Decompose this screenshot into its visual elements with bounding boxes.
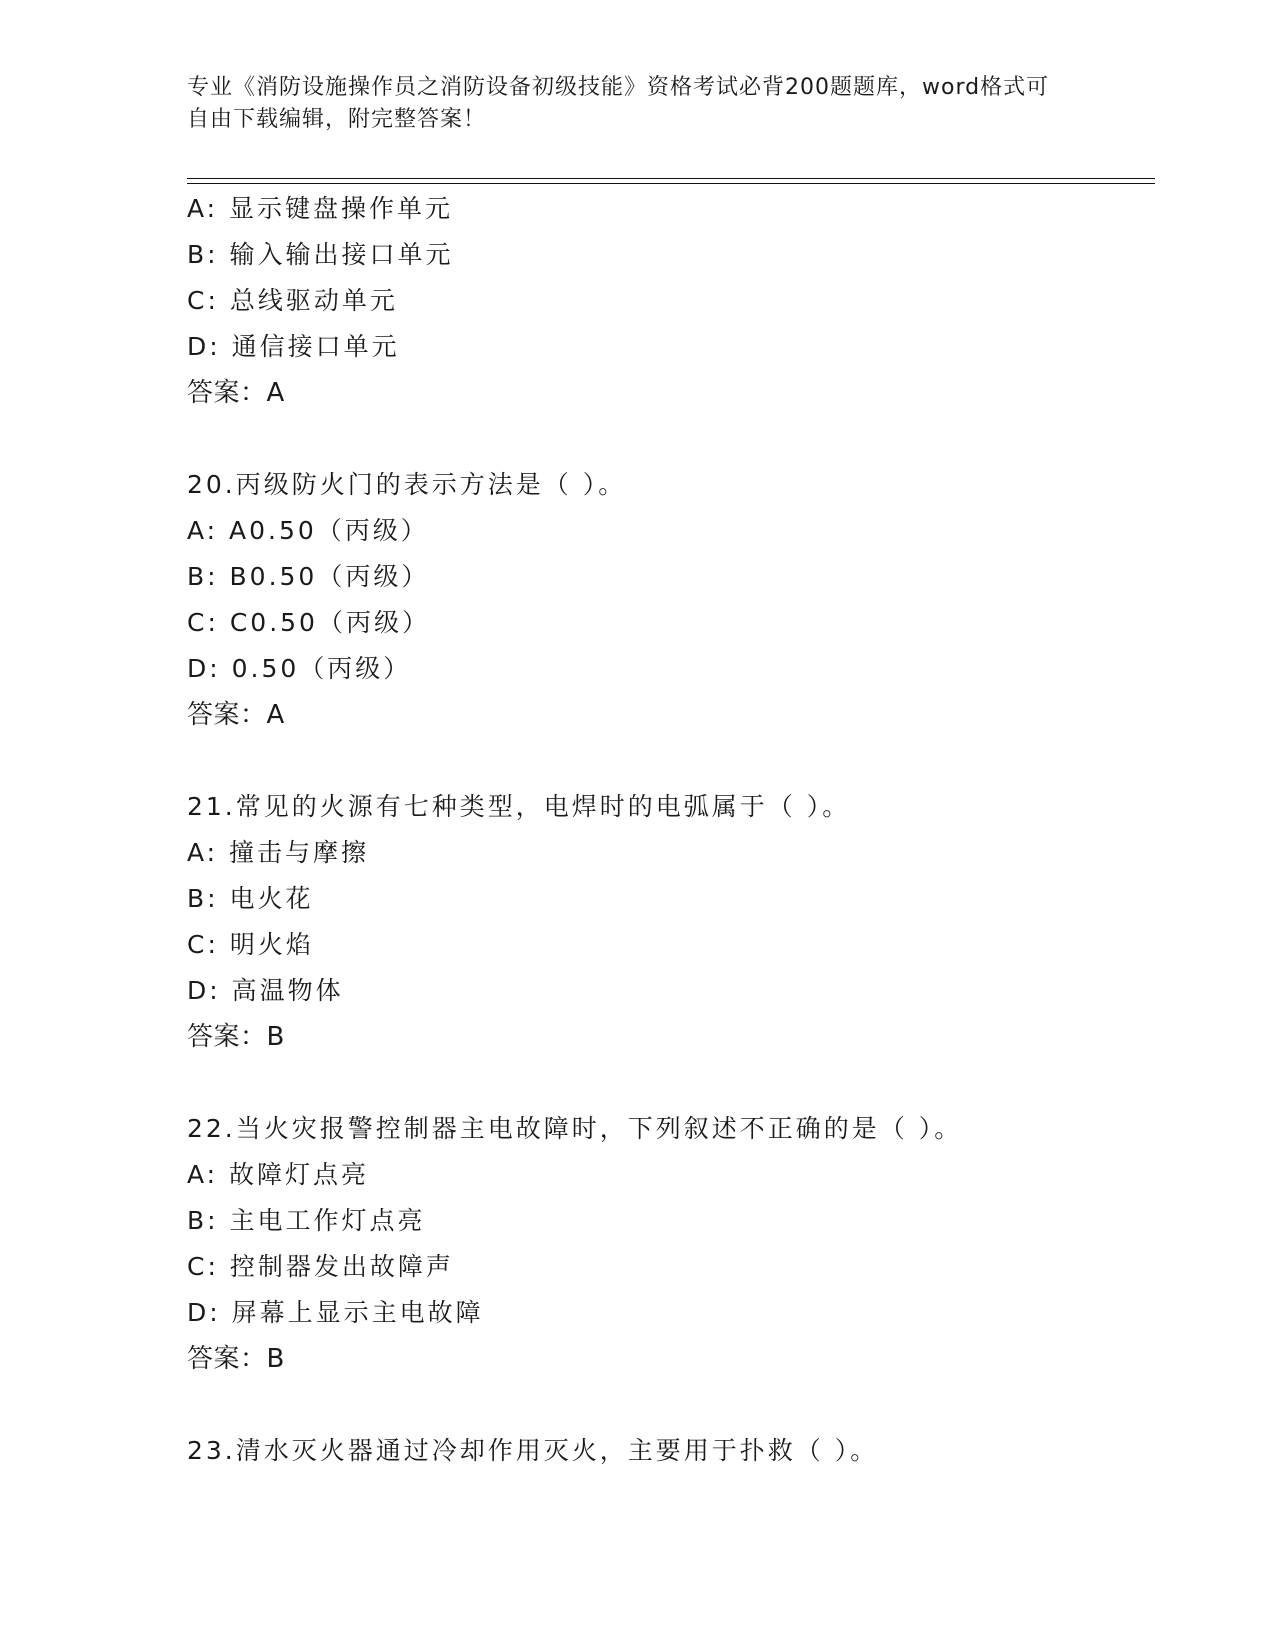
header-rule-bottom <box>187 183 1155 184</box>
question-20 <box>187 462 1155 738</box>
option-c: C: 控制器发出故障声 <box>187 1252 454 1281</box>
option-c: C: C0.50（丙级） <box>187 608 430 637</box>
document-header: 专业《消防设施操作员之消防设备初级技能》资格考试必背200题题库，word格式可自由下载编辑，附完整答案！ <box>187 75 1050 132</box>
question-list <box>187 186 1155 1474</box>
answer: 答案：A <box>187 378 285 408</box>
spacer <box>187 738 1155 784</box>
option-a: A: 故障灯点亮 <box>187 1160 370 1189</box>
spacer <box>187 1382 1155 1428</box>
option-b: B: 电火花 <box>187 884 314 913</box>
question-22 <box>187 1106 1155 1382</box>
option-d: D: 高温物体 <box>187 976 344 1005</box>
option-c: C: 明火焰 <box>187 930 314 959</box>
question-stem: 20.丙级防火门的表示方法是（ ）。 <box>187 470 627 499</box>
question-stem: 22.当火灾报警控制器主电故障时，下列叙述不正确的是（ ）。 <box>187 1114 963 1143</box>
question-stem: 23.清水灭火器通过冷却作用灭火，主要用于扑救（ ）。 <box>187 1436 879 1465</box>
option-b: B: 主电工作灯点亮 <box>187 1206 426 1235</box>
option-a: A: A0.50（丙级） <box>187 516 429 545</box>
option-d: D: 0.50（丙级） <box>187 654 412 683</box>
question-19-continuation <box>187 186 1155 416</box>
answer: 答案：B <box>187 1022 285 1052</box>
option-c: C: 总线驱动单元 <box>187 286 398 315</box>
spacer <box>187 1060 1155 1106</box>
option-b: B: B0.50（丙级） <box>187 562 430 591</box>
option-d: D: 通信接口单元 <box>187 332 400 361</box>
answer: 答案：A <box>187 700 285 730</box>
header-rule-top <box>187 178 1155 179</box>
option-a: A: 显示键盘操作单元 <box>187 194 454 223</box>
option-a: A: 撞击与摩擦 <box>187 838 370 867</box>
question-21 <box>187 784 1155 1060</box>
answer: 答案：B <box>187 1344 285 1374</box>
question-23 <box>187 1428 1155 1474</box>
option-d: D: 屏幕上显示主电故障 <box>187 1298 484 1327</box>
option-b: B: 输入输出接口单元 <box>187 240 454 269</box>
spacer <box>187 416 1155 462</box>
question-stem: 21.常见的火源有七种类型，电焊时的电弧属于（ ）。 <box>187 792 851 821</box>
